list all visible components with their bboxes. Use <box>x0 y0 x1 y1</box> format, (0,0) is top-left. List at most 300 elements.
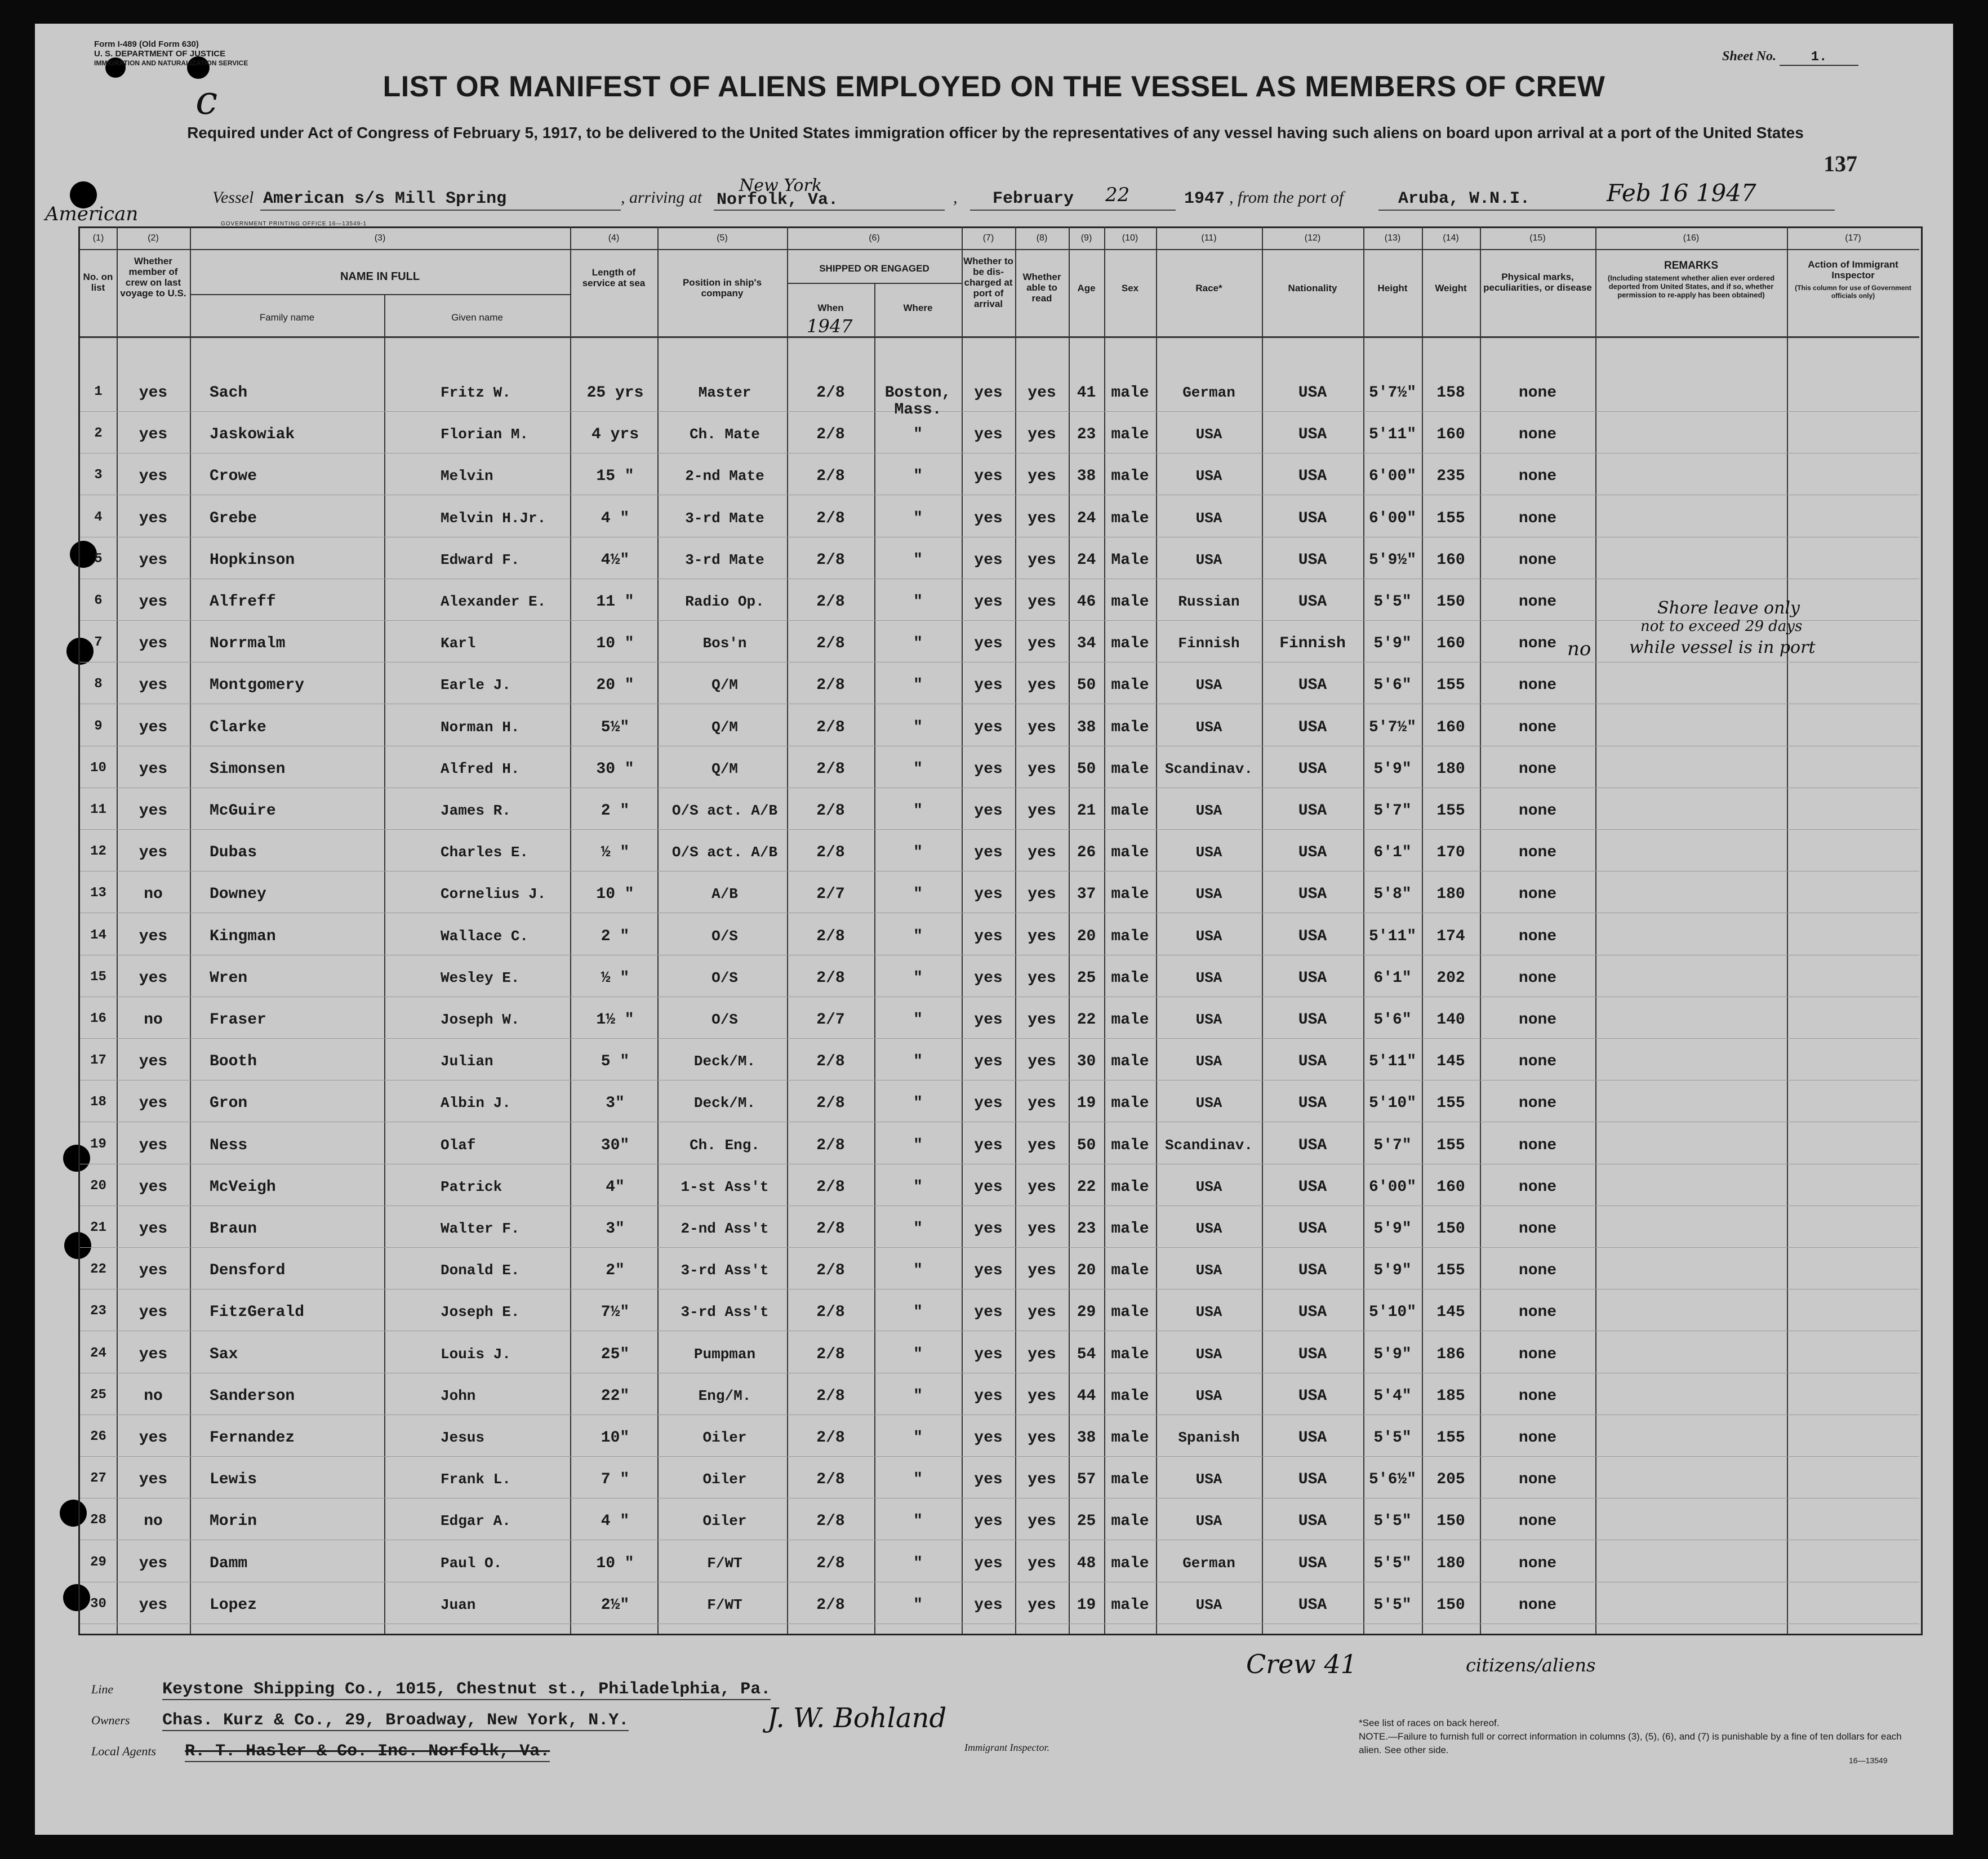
crew-no: 25 <box>90 1387 106 1403</box>
crew-no: 2 <box>94 426 103 442</box>
crew-no: 22 <box>90 1262 106 1278</box>
column-number: (4) <box>608 233 620 243</box>
crew-physical-marks: none <box>1518 468 1557 486</box>
crew-height: 6'1" <box>1373 844 1412 862</box>
inspector-signature: J. W. Bohland <box>767 1702 947 1734</box>
crew-service-length: 3" <box>606 1095 625 1113</box>
when-year-handwritten: 1947 <box>807 315 853 337</box>
crew-able-to-read: yes <box>1028 1471 1056 1489</box>
crew-family-name: Clarke <box>210 718 266 736</box>
crew-race: USA <box>1195 509 1222 527</box>
remarks-handwritten-line3: while vessel is in port <box>1629 638 1816 657</box>
form-identifier <box>94 39 331 68</box>
crew-shipped-where: " <box>913 551 923 569</box>
crew-position: Q/M <box>711 677 738 694</box>
crew-shipped-when: 2/8 <box>816 718 845 736</box>
crew-shipped-where: " <box>913 635 923 653</box>
crew-shipped-when: 2/8 <box>816 551 845 569</box>
crew-shipped-when: 2/7 <box>816 886 845 904</box>
crew-discharged: yes <box>974 677 1003 695</box>
crew-no: 9 <box>94 718 103 734</box>
crew-last-voyage: yes <box>139 1304 168 1322</box>
crew-shipped-when: 2/8 <box>816 468 845 486</box>
crew-position: O/S <box>711 969 738 986</box>
crew-shipped-where: " <box>913 886 923 904</box>
crew-given-name: Alexander E. <box>441 593 546 610</box>
crew-family-name: Densford <box>210 1262 286 1280</box>
crew-given-name: Jesus <box>441 1429 485 1446</box>
crew-nationality: USA <box>1298 593 1327 611</box>
header-remarks-sub: (Including statement whether alien ever ordered deported from United States, and if so, whether permission to re-apply has been obtained) <box>1607 274 1775 299</box>
crew-position: Deck/M. <box>693 1095 756 1112</box>
header-member-last-voyage: Whether member of crew on last voyage to U.S. <box>120 256 186 299</box>
crew-race: USA <box>1195 1095 1222 1112</box>
crew-given-name: Joseph W. <box>441 1011 520 1028</box>
crew-service-length: 1½ " <box>596 1011 634 1029</box>
crew-family-name: Fernandez <box>210 1429 295 1447</box>
crew-height: 6'00" <box>1368 468 1416 486</box>
crew-able-to-read: yes <box>1028 844 1056 862</box>
column-number: (7) <box>982 233 994 243</box>
crew-weight: 155 <box>1436 802 1465 820</box>
crew-height: 6'00" <box>1368 1178 1416 1196</box>
crew-family-name: Kingman <box>210 927 276 945</box>
crew-service-length: 2½" <box>601 1596 630 1614</box>
crew-weight: 155 <box>1436 677 1465 695</box>
crew-discharged: yes <box>974 1136 1003 1154</box>
crew-age: 29 <box>1077 1304 1096 1322</box>
crew-age: 46 <box>1077 593 1096 611</box>
crew-family-name: Alfreff <box>210 593 276 611</box>
crew-position: Ch. Mate <box>690 426 760 443</box>
from-date-handwritten: Feb 16 1947 <box>1607 179 1756 207</box>
crew-service-length: 11 " <box>596 593 634 611</box>
crew-shipped-where: " <box>913 802 923 820</box>
crew-service-length: 4 yrs <box>591 426 639 444</box>
crew-able-to-read: yes <box>1028 969 1056 987</box>
crew-shipped-where: " <box>913 468 923 486</box>
crew-last-voyage: yes <box>139 593 168 611</box>
crew-race: Scandinav. <box>1164 760 1253 777</box>
crew-weight: 150 <box>1436 1513 1465 1531</box>
crew-weight: 155 <box>1436 1136 1465 1154</box>
crew-no: 6 <box>94 593 103 608</box>
sheet-number-value: 1. <box>1780 50 1858 66</box>
crew-nationality: USA <box>1298 1220 1327 1238</box>
crew-able-to-read: yes <box>1028 593 1056 611</box>
crew-shipped-where: " <box>913 1011 923 1029</box>
crew-position: O/S act. A/B <box>671 802 778 819</box>
column-number: (5) <box>717 233 728 243</box>
crew-no: 26 <box>90 1429 106 1444</box>
header-where: Where <box>903 303 933 313</box>
crew-age: 22 <box>1077 1178 1096 1196</box>
row-rule <box>80 1038 1919 1039</box>
crew-age: 22 <box>1077 1011 1096 1029</box>
column-number: (14) <box>1443 233 1459 243</box>
header-family-name: Family name <box>259 312 315 323</box>
crew-discharged: yes <box>974 969 1003 987</box>
crew-position: Q/M <box>711 718 738 736</box>
crew-height: 5'5" <box>1373 1554 1412 1572</box>
crew-height: 5'4" <box>1373 1387 1412 1405</box>
crew-race: USA <box>1195 969 1222 986</box>
crew-race: USA <box>1195 802 1222 819</box>
crew-position: Oiler <box>702 1513 747 1530</box>
crew-given-name: Patrick <box>441 1178 502 1195</box>
crew-position: 2-nd Mate <box>685 468 764 485</box>
crew-height: 5'9" <box>1373 760 1412 778</box>
crew-given-name: Florian M. <box>441 426 529 443</box>
crew-discharged: yes <box>974 927 1003 945</box>
crew-age: 25 <box>1077 969 1096 987</box>
crew-service-length: 3" <box>606 1220 625 1238</box>
crew-able-to-read: yes <box>1028 760 1056 778</box>
crew-shipped-where: " <box>913 1513 923 1531</box>
crew-physical-marks: none <box>1518 1011 1557 1029</box>
crew-service-length: 7½" <box>601 1304 630 1322</box>
crew-discharged: yes <box>974 718 1003 736</box>
crew-age: 44 <box>1077 1387 1096 1405</box>
crew-shipped-where: " <box>913 760 923 778</box>
crew-shipped-when: 2/8 <box>816 760 845 778</box>
crew-count-handwritten: Crew 41 <box>1246 1649 1357 1679</box>
crew-weight: 150 <box>1436 593 1465 611</box>
crew-sex: male <box>1111 1387 1149 1405</box>
crew-shipped-when: 2/8 <box>816 677 845 695</box>
crew-position: Q/M <box>711 760 738 777</box>
crew-no: 20 <box>90 1178 106 1194</box>
vessel-name: American s/s Mill Spring <box>263 189 507 208</box>
crew-discharged: yes <box>974 635 1003 653</box>
crew-age: 20 <box>1077 1262 1096 1280</box>
crew-service-length: 10 " <box>596 1554 634 1572</box>
crew-sex: male <box>1111 886 1149 904</box>
crew-family-name: Montgomery <box>210 677 305 695</box>
crew-sex: male <box>1111 426 1149 444</box>
agents-label: Local Agents <box>91 1744 157 1758</box>
crew-last-voyage: yes <box>139 927 168 945</box>
sheet-number-label: Sheet No. <box>1722 49 1776 64</box>
header-age: Age <box>1077 283 1096 293</box>
crew-shipped-when: 2/8 <box>816 1053 845 1071</box>
crew-position: Pumpman <box>693 1345 756 1363</box>
crew-able-to-read: yes <box>1028 1178 1056 1196</box>
header-length-service: Length of service at sea <box>582 267 646 288</box>
column-number: (8) <box>1036 233 1048 243</box>
crew-age: 25 <box>1077 1513 1096 1531</box>
crew-service-length: 5 " <box>601 1053 630 1071</box>
penalty-note: NOTE.—Failure to furnish full or correct information in columns (3), (5), (6), and (7) is punishable by a fine of ten dollars for each alien. See other side. <box>1359 1731 1902 1755</box>
crew-shipped-where: " <box>913 1262 923 1280</box>
crew-shipped-when: 2/8 <box>816 1220 845 1238</box>
crew-last-voyage: no <box>144 1011 163 1029</box>
crew-service-length: 15 " <box>596 468 634 486</box>
page-number: 137 <box>1824 151 1857 176</box>
crew-nationality: USA <box>1298 802 1327 820</box>
owners-value: Chas. Kurz & Co., 29, Broadway, New York, N.Y. <box>162 1711 629 1730</box>
crew-shipped-when: 2/8 <box>816 1304 845 1322</box>
crew-shipped-where: " <box>913 426 923 444</box>
crew-nationality: USA <box>1298 1429 1327 1447</box>
crew-weight: 160 <box>1436 551 1465 569</box>
crew-race: USA <box>1195 551 1222 568</box>
row-rule <box>80 1456 1919 1457</box>
crew-able-to-read: yes <box>1028 468 1056 486</box>
crew-last-voyage: yes <box>139 1471 168 1489</box>
crew-no: 1 <box>94 384 103 399</box>
crew-discharged: yes <box>974 1262 1003 1280</box>
header-able-to-read: Whether able to read <box>1022 272 1061 304</box>
crew-position: 3-rd Ass't <box>681 1262 769 1279</box>
crew-weight: 160 <box>1436 1178 1465 1196</box>
crew-able-to-read: yes <box>1028 551 1056 569</box>
crew-shipped-when: 2/8 <box>816 635 845 653</box>
crew-sex: male <box>1111 1596 1149 1614</box>
crew-discharged: yes <box>974 1345 1003 1363</box>
crew-weight: 155 <box>1436 1429 1465 1447</box>
crew-given-name: Donald E. <box>441 1262 520 1279</box>
col-divider <box>190 226 191 1634</box>
crew-physical-marks: none <box>1518 1554 1557 1572</box>
crew-position: A/B <box>711 886 738 903</box>
crew-given-name: Charles E. <box>441 844 529 861</box>
crew-sex: male <box>1111 1053 1149 1071</box>
crew-able-to-read: yes <box>1028 1345 1056 1363</box>
crew-service-length: 2" <box>606 1262 625 1280</box>
crew-given-name: Edward F. <box>441 551 520 568</box>
crew-nationality: USA <box>1298 509 1327 527</box>
crew-position: O/S <box>711 1011 738 1028</box>
crew-position: Eng/M. <box>698 1387 751 1404</box>
crew-age: 50 <box>1077 760 1096 778</box>
header-physical-marks: Physical marks, peculiarities, or disease <box>1483 272 1592 293</box>
crew-weight: 180 <box>1436 760 1465 778</box>
crew-position: Ch. Eng. <box>690 1136 760 1154</box>
header-no-on-list: No. on list <box>83 272 113 293</box>
crew-race: USA <box>1195 844 1222 861</box>
crew-sex: male <box>1111 677 1149 695</box>
crew-discharged: yes <box>974 1554 1003 1572</box>
crew-last-voyage: no <box>144 1513 163 1531</box>
crew-able-to-read: yes <box>1028 1053 1056 1071</box>
crew-nationality: USA <box>1298 1053 1327 1071</box>
crew-given-name: Olaf <box>441 1136 476 1154</box>
crew-last-voyage: yes <box>139 677 168 695</box>
crew-shipped-when: 2/8 <box>816 1554 845 1572</box>
crew-family-name: Grebe <box>210 509 257 527</box>
crew-physical-marks: none <box>1518 677 1557 695</box>
crew-physical-marks: none <box>1518 1053 1557 1071</box>
vessel-info-line <box>35 176 1953 215</box>
crew-able-to-read: yes <box>1028 1596 1056 1614</box>
margin-handwriting: American <box>45 203 139 225</box>
crew-height: 5'10" <box>1368 1304 1416 1322</box>
crew-sex: male <box>1111 927 1149 945</box>
crew-no: 24 <box>90 1345 106 1361</box>
crew-physical-marks: none <box>1518 1304 1557 1322</box>
crew-age: 24 <box>1077 551 1096 569</box>
row-rule <box>80 829 1919 830</box>
header-weight: Weight <box>1435 283 1467 293</box>
crew-physical-marks: none <box>1518 1387 1557 1405</box>
vessel-label: Vessel <box>212 188 254 207</box>
crew-shipped-when: 2/8 <box>816 1178 845 1196</box>
crew-discharged: yes <box>974 886 1003 904</box>
header-shipped-engaged: SHIPPED OR ENGAGED <box>819 263 929 274</box>
crew-shipped-where: " <box>913 1596 923 1614</box>
crew-weight: 160 <box>1436 426 1465 444</box>
crew-race: Russian <box>1178 593 1240 610</box>
crew-weight: 150 <box>1436 1596 1465 1614</box>
crew-service-length: 7 " <box>601 1471 630 1489</box>
crew-family-name: Booth <box>210 1053 257 1071</box>
crew-physical-marks: none <box>1518 1513 1557 1531</box>
crew-given-name: Edgar A. <box>441 1513 511 1530</box>
crew-last-voyage: yes <box>139 718 168 736</box>
crew-discharged: yes <box>974 1429 1003 1447</box>
crew-weight: 205 <box>1436 1471 1465 1489</box>
inspector-label: Immigrant Inspector. <box>964 1742 1049 1753</box>
crew-position: 3-rd Ass't <box>681 1304 769 1321</box>
crew-height: 5'10" <box>1368 1095 1416 1113</box>
crew-given-name: Frank L. <box>441 1471 511 1488</box>
crew-given-name: Juan <box>441 1596 476 1613</box>
header-rule <box>80 336 1919 338</box>
crew-able-to-read: yes <box>1028 1387 1056 1405</box>
crew-service-length: 2 " <box>601 927 630 945</box>
crew-able-to-read: yes <box>1028 635 1056 653</box>
crew-position: 3-rd Mate <box>685 551 764 568</box>
crew-family-name: Norrmalm <box>210 635 286 653</box>
crew-able-to-read: yes <box>1028 927 1056 945</box>
crew-able-to-read: yes <box>1028 1262 1056 1280</box>
crew-no: 3 <box>94 468 103 483</box>
crew-shipped-when: 2/8 <box>816 1429 845 1447</box>
header-remarks: REMARKS <box>1664 260 1719 272</box>
crew-last-voyage: yes <box>139 468 168 486</box>
column-number: (13) <box>1384 233 1401 243</box>
crew-last-voyage: no <box>144 1387 163 1405</box>
crew-shipped-where: " <box>913 509 923 527</box>
crew-physical-marks: none <box>1518 635 1557 653</box>
crew-nationality: USA <box>1298 384 1327 402</box>
crew-nationality: USA <box>1298 1513 1327 1531</box>
crew-physical-marks: none <box>1518 718 1557 736</box>
line-value: Keystone Shipping Co., 1015, Chestnut st., Philadelphia, Pa. <box>162 1680 771 1699</box>
crew-physical-marks: none <box>1518 384 1557 402</box>
col-divider <box>1595 226 1596 1634</box>
crew-discharged: yes <box>974 426 1003 444</box>
crew-discharged: yes <box>974 384 1003 402</box>
header-race: Race* <box>1195 283 1222 293</box>
crew-nationality: USA <box>1298 844 1327 862</box>
crew-age: 50 <box>1077 1136 1096 1154</box>
crew-no: 14 <box>90 927 106 943</box>
from-port-label: , from the port of <box>1229 188 1344 207</box>
crew-height: 5'11" <box>1368 426 1416 444</box>
crew-last-voyage: yes <box>139 509 168 527</box>
crew-physical-marks: none <box>1518 927 1557 945</box>
crew-shipped-when: 2/8 <box>816 802 845 820</box>
from-port: Aruba, W.N.I. <box>1398 189 1531 208</box>
crew-shipped-where: " <box>913 1220 923 1238</box>
crew-shipped-where: " <box>913 1429 923 1447</box>
crew-no: 15 <box>90 969 106 985</box>
crew-sex: male <box>1111 1178 1149 1196</box>
header-position: Position in ship's company <box>682 277 762 299</box>
row-rule <box>80 1247 1919 1248</box>
crew-shipped-where: " <box>913 1178 923 1196</box>
crew-able-to-read: yes <box>1028 1513 1056 1531</box>
row-rule <box>80 411 1919 412</box>
crew-discharged: yes <box>974 802 1003 820</box>
crew-last-voyage: yes <box>139 802 168 820</box>
crew-service-length: 30" <box>601 1136 630 1154</box>
crew-shipped-when: 2/8 <box>816 1387 845 1405</box>
crew-able-to-read: yes <box>1028 1554 1056 1572</box>
crew-service-length: 20 " <box>596 677 634 695</box>
crew-service-length: 22" <box>601 1387 630 1405</box>
crew-nationality: USA <box>1298 969 1327 987</box>
crew-height: 5'5" <box>1373 1429 1412 1447</box>
document-title: LIST OR MANIFEST OF ALIENS EMPLOYED ON THE VESSEL AS MEMBERS OF CREW <box>383 70 1605 103</box>
crew-family-name: Sax <box>210 1345 238 1363</box>
crew-nationality: USA <box>1298 1011 1327 1029</box>
crew-height: 5'7½" <box>1368 384 1416 402</box>
crew-sex: male <box>1111 1136 1149 1154</box>
crew-shipped-when: 2/8 <box>816 1095 845 1113</box>
crew-race: USA <box>1195 1596 1222 1613</box>
header-rule <box>787 283 962 284</box>
handwritten-check-mark: c <box>195 77 218 123</box>
crew-shipped-when: 2/8 <box>816 384 845 402</box>
crew-last-voyage: yes <box>139 1345 168 1363</box>
crew-age: 41 <box>1077 384 1096 402</box>
header-nationality: Nationality <box>1288 283 1337 293</box>
date-month: February <box>993 189 1074 208</box>
crew-sex: male <box>1111 593 1149 611</box>
crew-physical-marks: none <box>1518 1095 1557 1113</box>
crew-age: 48 <box>1077 1554 1096 1572</box>
crew-weight: 180 <box>1436 1554 1465 1572</box>
crew-given-name: Walter F. <box>441 1220 520 1237</box>
crew-sex: male <box>1111 635 1149 653</box>
form-number: Form I-489 (Old Form 630) <box>94 39 199 49</box>
crew-shipped-where: " <box>913 1053 923 1071</box>
crew-weight: 155 <box>1436 1262 1465 1280</box>
crew-shipped-when: 2/8 <box>816 593 845 611</box>
crew-able-to-read: yes <box>1028 1304 1056 1322</box>
crew-position: Deck/M. <box>693 1053 756 1070</box>
crew-nationality: USA <box>1298 551 1327 569</box>
crew-nationality: USA <box>1298 1345 1327 1363</box>
crew-given-name: Albin J. <box>441 1095 511 1112</box>
crew-sex: male <box>1111 1220 1149 1238</box>
crew-position: F/WT <box>707 1554 742 1572</box>
crew-given-name: Earle J. <box>441 677 511 694</box>
crew-race: USA <box>1195 1471 1222 1488</box>
crew-service-length: 5½" <box>601 718 630 736</box>
crew-no: 13 <box>90 886 106 901</box>
crew-sex: male <box>1111 1095 1149 1113</box>
crew-discharged: yes <box>974 551 1003 569</box>
crew-height: 5'11" <box>1368 927 1416 945</box>
crew-shipped-when: 2/8 <box>816 1136 845 1154</box>
crew-given-name: Fritz W. <box>441 384 511 401</box>
crew-family-name: Gron <box>210 1095 248 1113</box>
crew-no: 21 <box>90 1220 106 1235</box>
